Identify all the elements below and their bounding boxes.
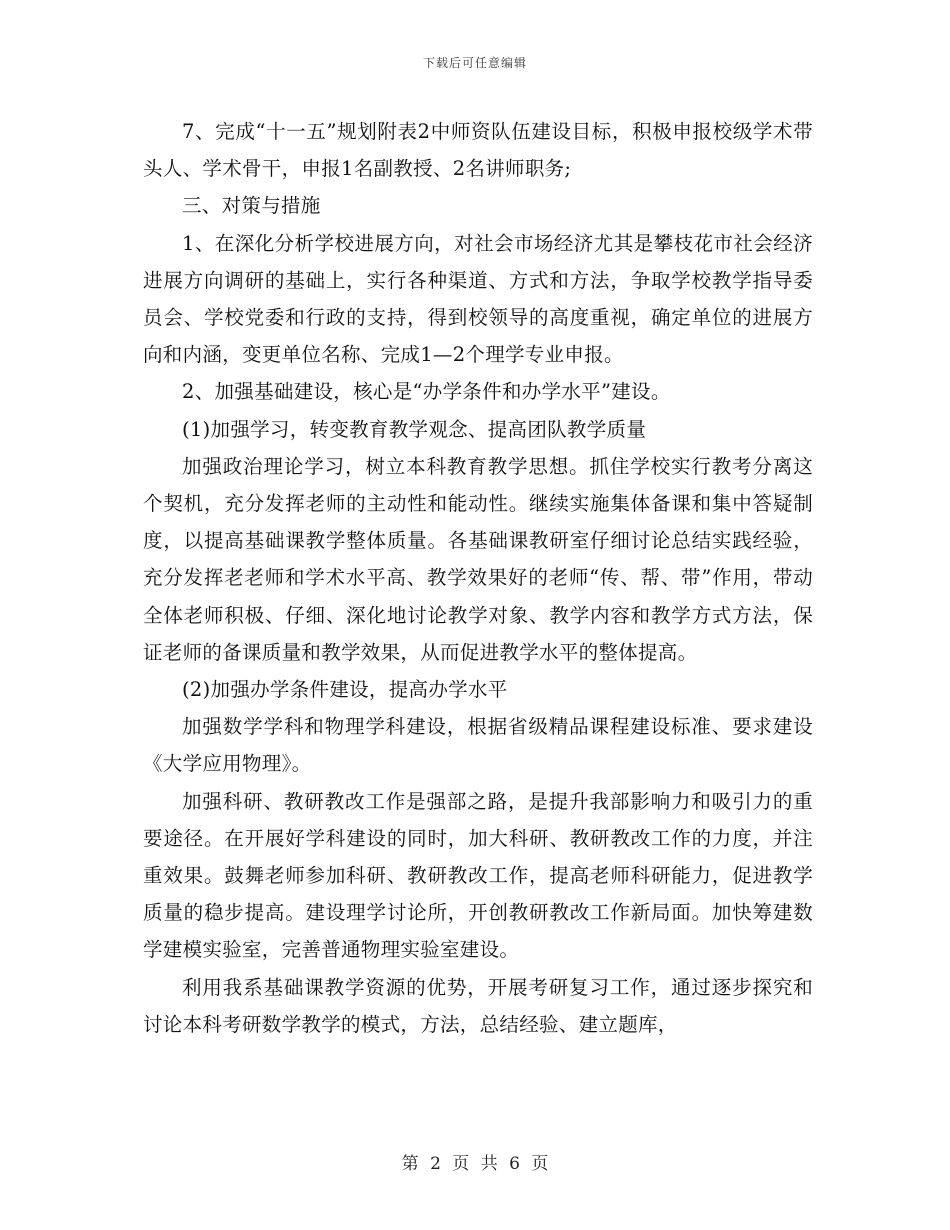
paragraph-research: 加强科研、教研教改工作是强部之路，是提升我部影响力和吸引力的重要途径。在开展好学科建设的同时，加大科研、教研教改工作的力度，并注重效果。鼓舞老师参加科研、教研教改工作，提高老师科研能力，促进教学质量的稳步提高。建设理学讨论所，开创教研教改工作新局面。加快筹建数学建模实验室，完善普通物理实验室建设。: [143, 789, 813, 962]
subheading-1: (1)加强学习，转变教育教学观念、提高团队教学质量: [182, 417, 647, 441]
paragraph-exam-prep: 利用我系基础课教学资源的优势，开展考研复习工作，通过逐步探究和讨论本科考研数学教学的模式，方法，总结经验、建立题库，: [143, 975, 813, 1036]
page-header: 下载后可任意编辑: [422, 56, 527, 70]
paragraph-item-7: 7、完成“十一五”规划附表2中师资队伍建设目标，积极申报校级学术带头人、学术骨干，申报1名副教授、2名讲师职务;: [143, 120, 813, 181]
paragraph-discipline: 加强数学学科和物理学科建设，根据省级精品课程建设标准、要求建设《大学应用物理》。: [143, 715, 813, 776]
subheading-2: (2)加强办学条件建设，提高办学水平: [182, 678, 508, 702]
paragraph-measure-2: 2、加强基础建设，核心是“办学条件和办学水平”建设。: [182, 380, 671, 404]
paragraph-measure-1: 1、在深化分析学校进展方向，对社会市场经济尤其是攀枝花市社会经济进展方向调研的基础上，实行各种渠道、方式和方法，争取学校教学指导委员会、学校党委和行政的支持，得到校领导的高度重视，确定单位的进展方向和内涵，变更单位名称、完成1—2个理学专业申报。: [143, 231, 813, 367]
document-body: [143, 113, 813, 1043]
page-footer: 第 2 页 共 6 页: [401, 1154, 549, 1174]
section-heading-measures: 三、对策与措施: [182, 194, 321, 218]
paragraph-study: 加强政治理论学习，树立本科教育教学思想。抓住学校实行教考分离这个契机，充分发挥老师的主动性和能动性。继续实施集体备课和集中答疑制度，以提高基础课教学整体质量。各基础课教研室仔细讨论总结实践经验，充分发挥老老师和学术水平高、教学效果好的老师“传、帮、带”作用，带动全体老师积极、仔细、深化地讨论教学对象、教学内容和教学方式方法，保证老师的备课质量和教学效果，从而促进教学水平的整体提高。: [143, 454, 813, 664]
